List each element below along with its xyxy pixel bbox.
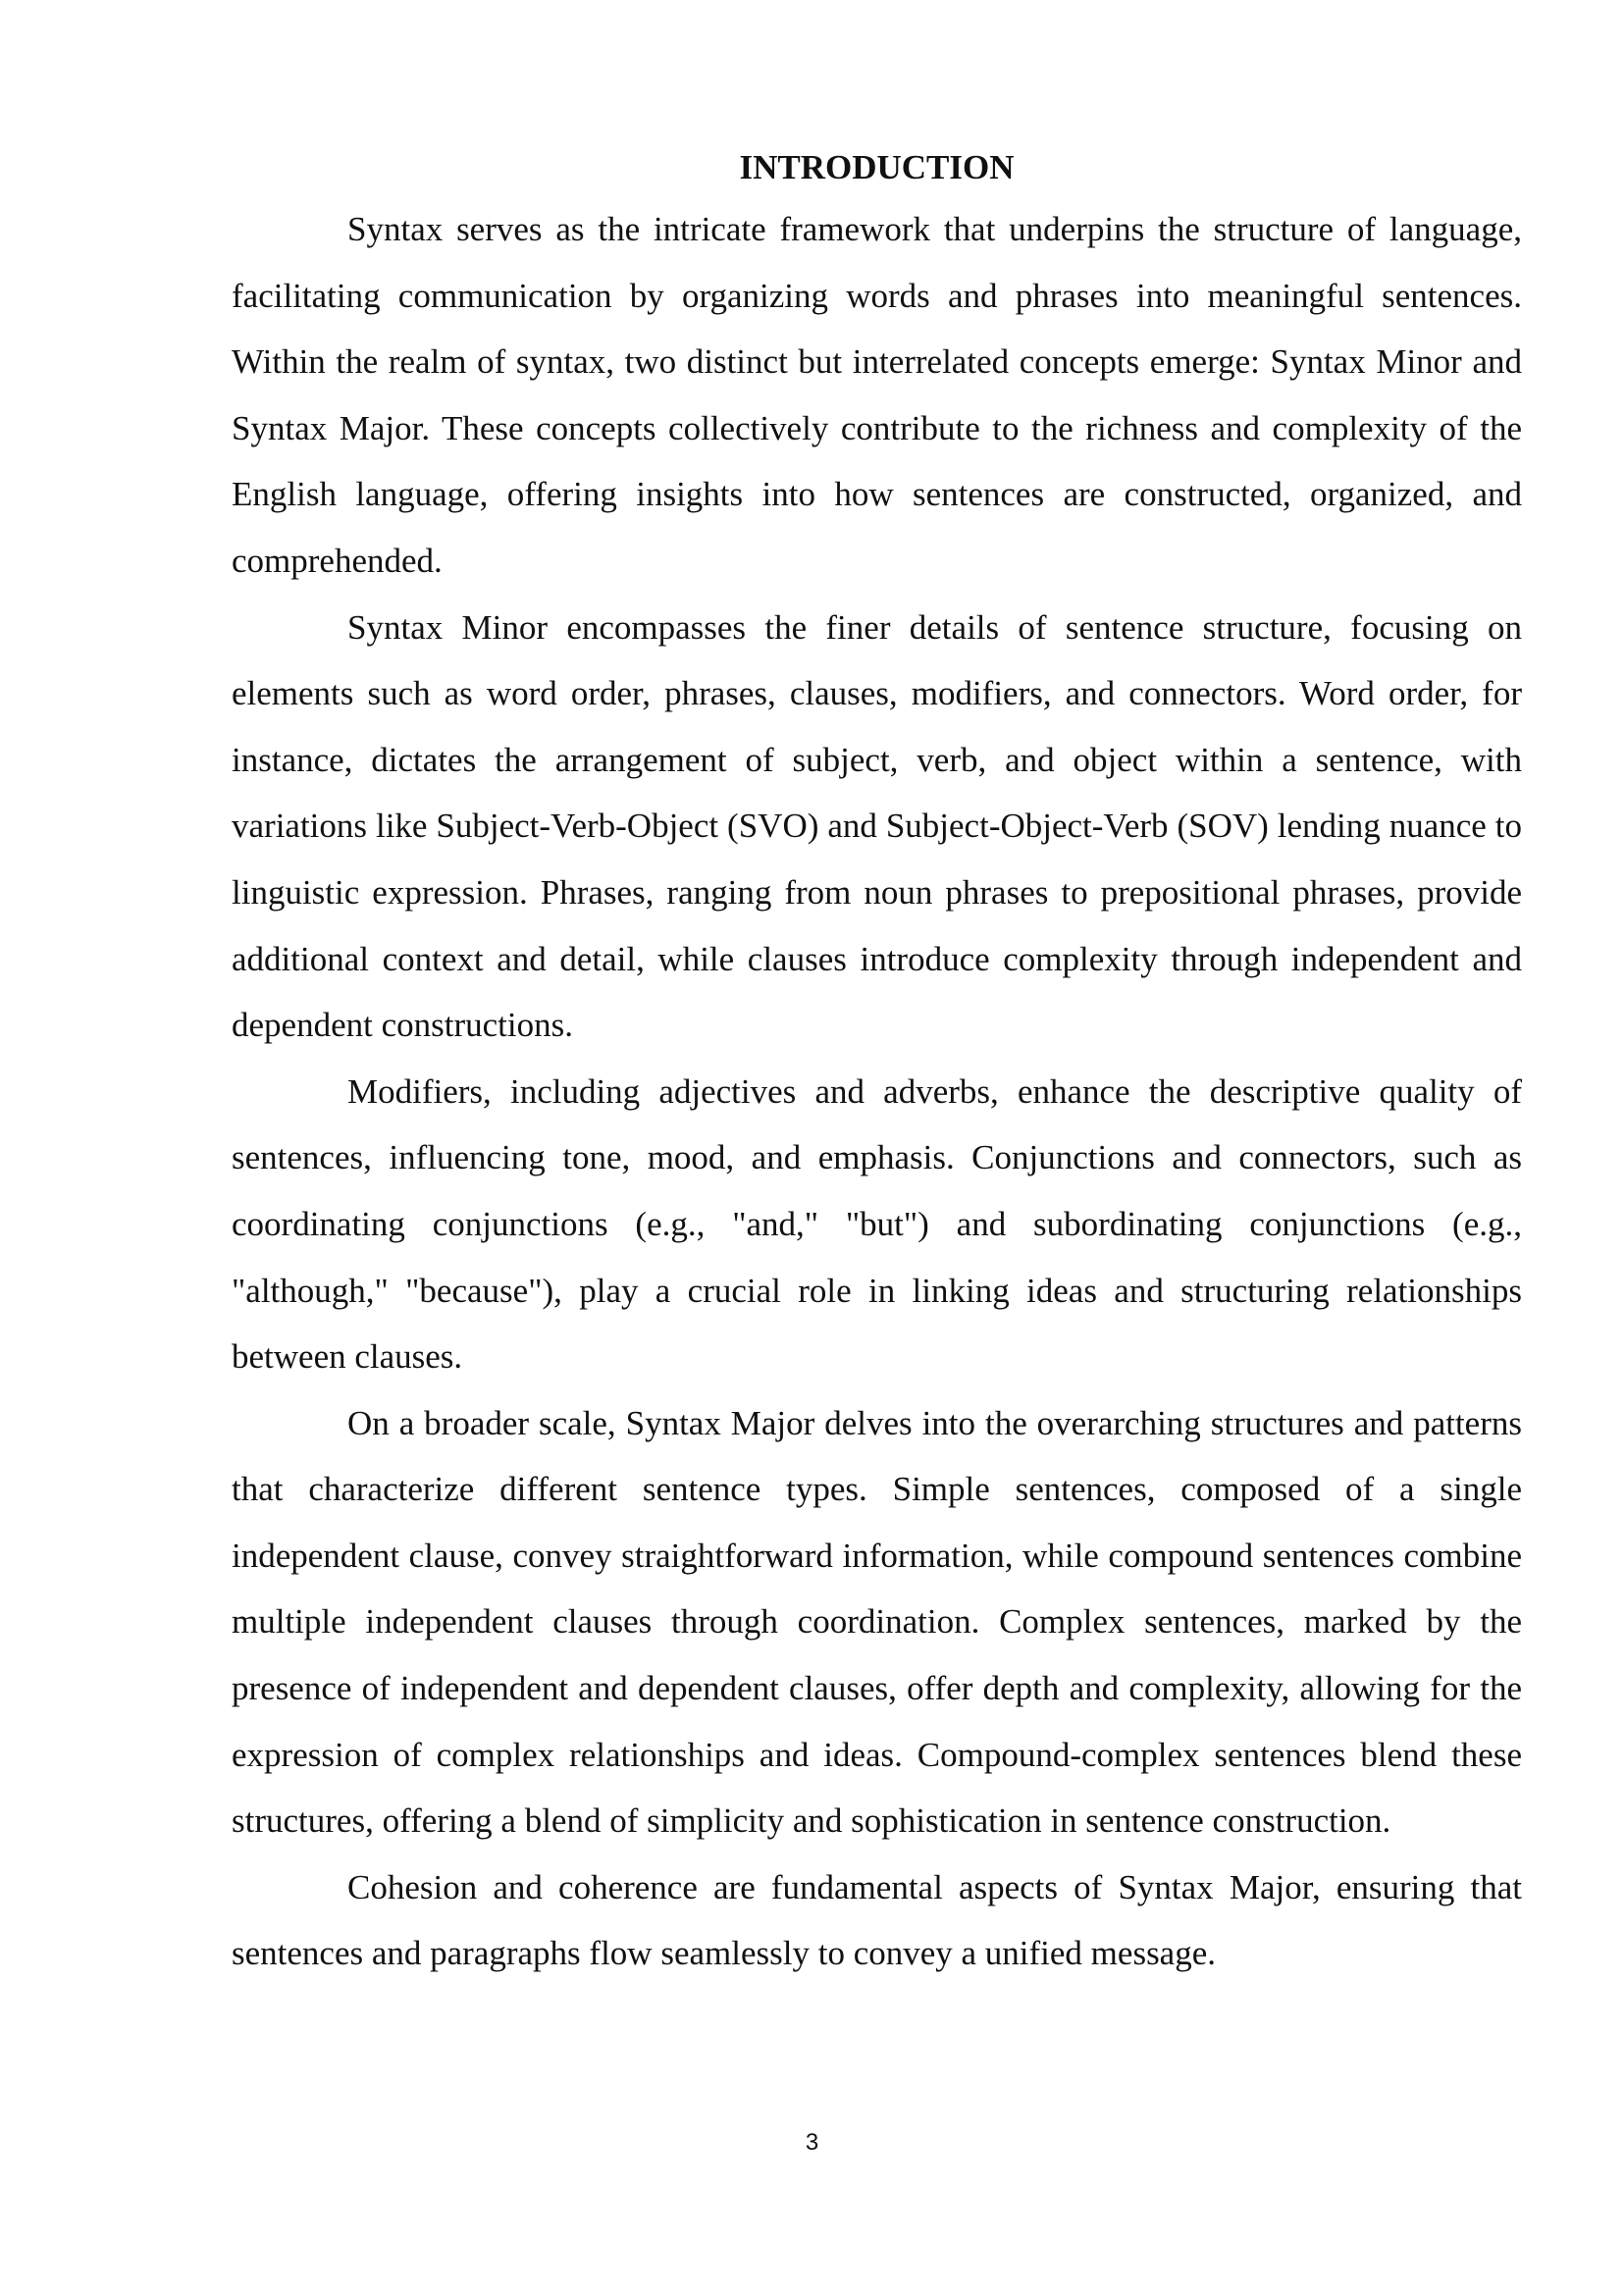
page-title: INTRODUCTION: [739, 148, 1015, 186]
paragraph-4: On a broader scale, Syntax Major delves into the overarching structures and patterns that characterize different sentence types. Simple sentences, composed of a single independent clause, convey straightforward information, while compound sentences combine multiple independent clauses through coordination. Complex sentences, marked by the presence of independent and dependent clauses, offer depth and complexity, allowing for the expression of complex relationships and ideas. Compound-complex sentences blend these structures, offering a blend of simplicity and sophistication in sentence construction.: [232, 1403, 1522, 1841]
paragraph-5: Cohesion and coherence are fundamental aspects of Syntax Major, ensuring that sentences and paragraphs flow seamlessly to convey a unified message.: [232, 1867, 1522, 1973]
page-number: 3: [805, 2129, 819, 2156]
paragraph-1: Syntax serves as the intricate framework that underpins the structure of language, facilitating communication by organizing words and phrases into meaningful sentences. Within the realm of syntax, two distinct but interrelated concepts emerge: Syntax Minor and Syntax Major. These concepts collectively contribute to the richness and complexity of the English language, offering insights into how sentences are constructed, organized, and comprehended.: [232, 210, 1522, 580]
document-body: [232, 139, 1522, 1987]
paragraph-3: Modifiers, including adjectives and adverbs, enhance the descriptive quality of sentences, influencing tone, mood, and emphasis. Conjunctions and connectors, such as coordinating conjunctions (e.g., "and," "but") and subordinating conjunctions (e.g., "although," "because"), play a crucial role in linking ideas and structuring relationships between clauses.: [232, 1071, 1522, 1377]
paragraph-2: Syntax Minor encompasses the finer details of sentence structure, focusing on elements such as word order, phrases, clauses, modifiers, and connectors. Word order, for instance, dictates the arrangement of subject, verb, and object within a sentence, with variations like Subject-Verb-Object (SVO) and Subject-Object-Verb (SOV) lending nuance to linguistic expression. Phrases, ranging from noun phrases to prepositional phrases, provide additional context and detail, while clauses introduce complexity through independent and dependent constructions.: [232, 607, 1522, 1045]
